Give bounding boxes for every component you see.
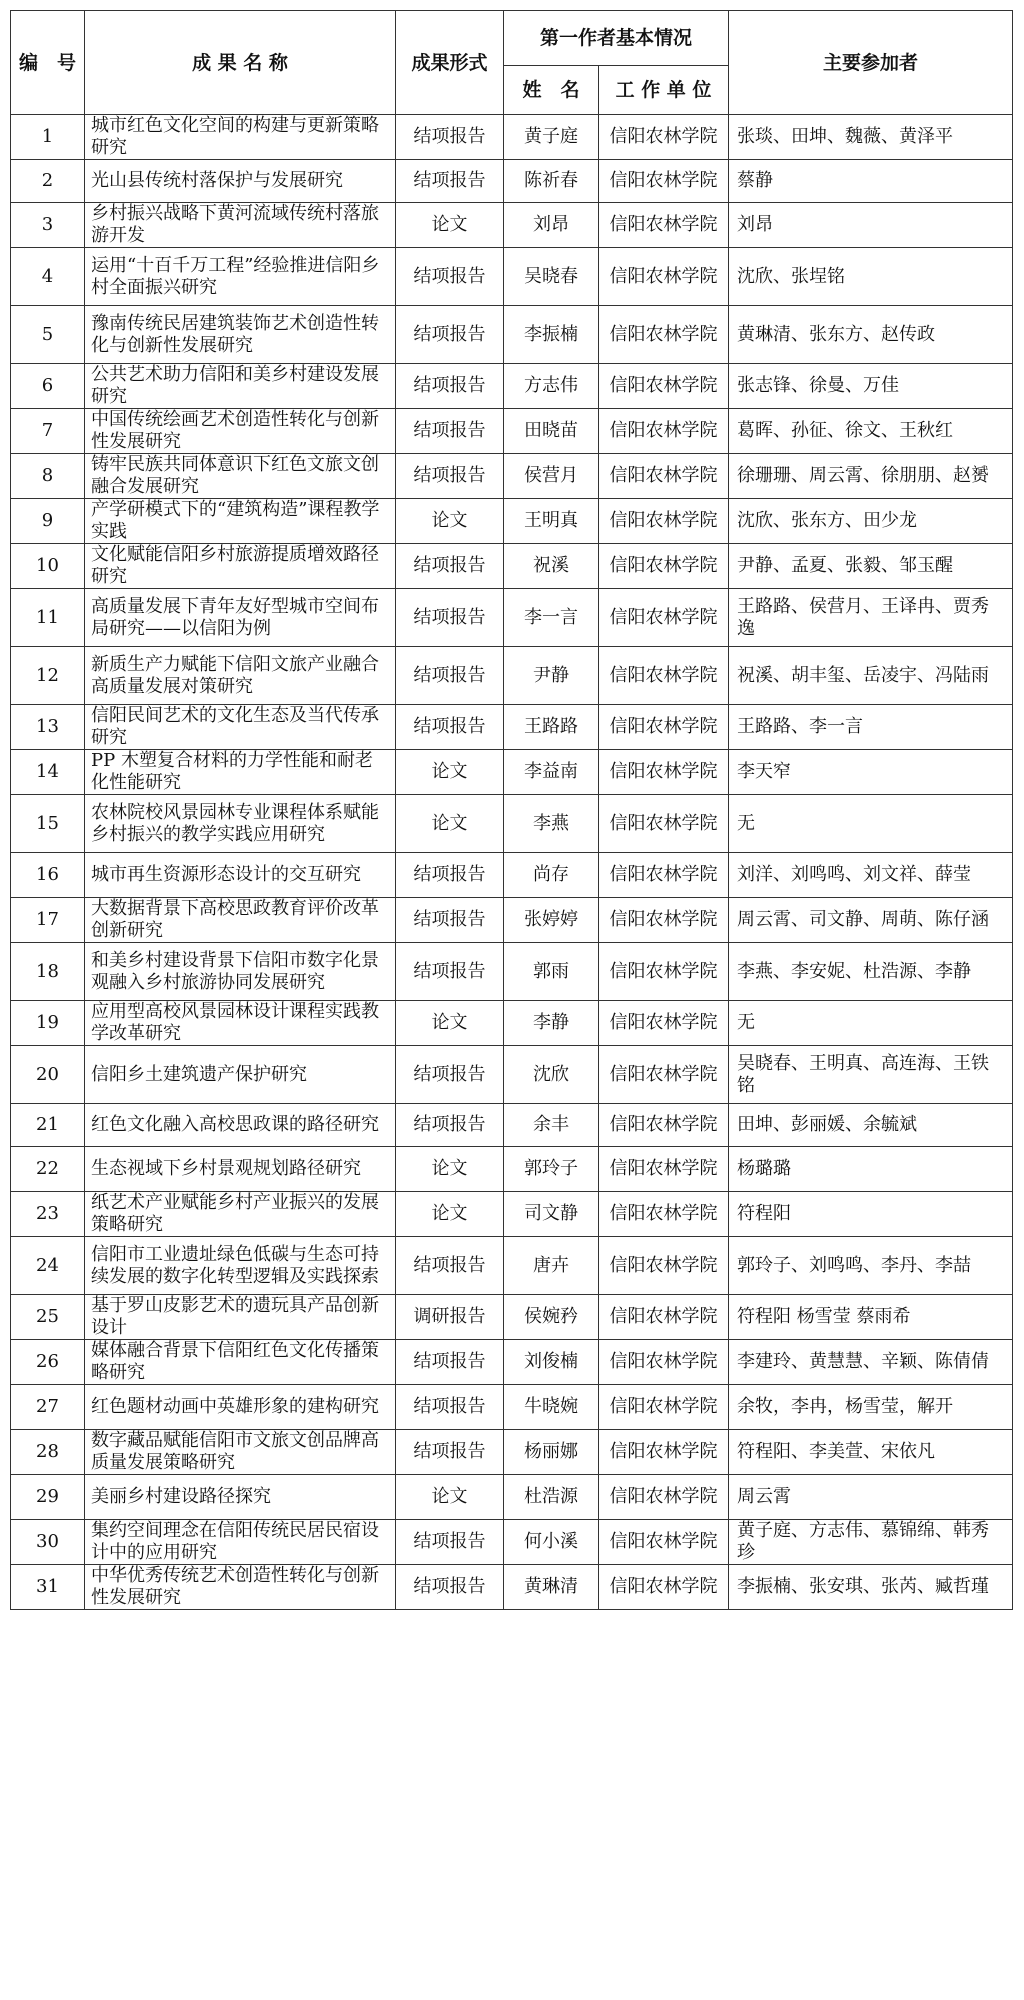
cell-unit: 信阳农林学院 xyxy=(599,115,729,160)
table-row xyxy=(11,1001,1013,1046)
cell-author-name: 沈欣 xyxy=(504,1046,599,1104)
cell-author-name: 李振楠 xyxy=(504,306,599,364)
table-row xyxy=(11,499,1013,544)
cell-author-name: 杨丽娜 xyxy=(504,1430,599,1475)
cell-form: 结项报告 xyxy=(396,1430,504,1475)
cell-participants: 符程阳 xyxy=(729,1192,1013,1237)
cell-no: 27 xyxy=(11,1385,85,1430)
cell-form: 结项报告 xyxy=(396,705,504,750)
cell-author-name: 侯婉矜 xyxy=(504,1295,599,1340)
cell-form: 论文 xyxy=(396,1001,504,1046)
cell-title: 红色题材动画中英雄形象的建构研究 xyxy=(85,1385,396,1430)
cell-participants: 吴晓春、王明真、高连海、王铁铭 xyxy=(729,1046,1013,1104)
cell-unit: 信阳农林学院 xyxy=(599,1565,729,1610)
results-table xyxy=(10,10,1013,1610)
cell-participants: 张琰、田坤、魏薇、黄泽平 xyxy=(729,115,1013,160)
cell-no: 4 xyxy=(11,248,85,306)
cell-unit: 信阳农林学院 xyxy=(599,898,729,943)
cell-author-name: 方志伟 xyxy=(504,364,599,409)
cell-author-name: 郭玲子 xyxy=(504,1147,599,1192)
cell-form: 结项报告 xyxy=(396,248,504,306)
cell-author-name: 李益南 xyxy=(504,750,599,795)
cell-author-name: 李静 xyxy=(504,1001,599,1046)
cell-unit: 信阳农林学院 xyxy=(599,1104,729,1147)
cell-no: 30 xyxy=(11,1520,85,1565)
cell-no: 1 xyxy=(11,115,85,160)
cell-no: 3 xyxy=(11,203,85,248)
table-row xyxy=(11,115,1013,160)
cell-participants: 黄子庭、方志伟、慕锦绵、韩秀珍 xyxy=(729,1520,1013,1565)
cell-form: 结项报告 xyxy=(396,1237,504,1295)
cell-unit: 信阳农林学院 xyxy=(599,499,729,544)
table-row xyxy=(11,454,1013,499)
cell-participants: 尹静、孟夏、张毅、邹玉醒 xyxy=(729,544,1013,589)
cell-form: 论文 xyxy=(396,1475,504,1520)
cell-form: 结项报告 xyxy=(396,1104,504,1147)
table-row xyxy=(11,589,1013,647)
cell-author-name: 黄子庭 xyxy=(504,115,599,160)
table-row xyxy=(11,1237,1013,1295)
cell-form: 结项报告 xyxy=(396,943,504,1001)
cell-participants: 李天窄 xyxy=(729,750,1013,795)
cell-author-name: 张婷婷 xyxy=(504,898,599,943)
cell-participants: 张志锋、徐曼、万佳 xyxy=(729,364,1013,409)
table-row xyxy=(11,1385,1013,1430)
cell-participants: 黄琳清、张东方、赵传政 xyxy=(729,306,1013,364)
cell-participants: 葛晖、孙征、徐文、王秋红 xyxy=(729,409,1013,454)
cell-form: 论文 xyxy=(396,499,504,544)
cell-author-name: 何小溪 xyxy=(504,1520,599,1565)
cell-title: 光山县传统村落保护与发展研究 xyxy=(85,160,396,203)
cell-form: 结项报告 xyxy=(396,898,504,943)
cell-title: PP 木塑复合材料的力学性能和耐老化性能研究 xyxy=(85,750,396,795)
cell-participants: 余牧，李冉，杨雪莹，解开 xyxy=(729,1385,1013,1430)
cell-unit: 信阳农林学院 xyxy=(599,1520,729,1565)
cell-author-name: 刘俊楠 xyxy=(504,1340,599,1385)
cell-unit: 信阳农林学院 xyxy=(599,454,729,499)
cell-unit: 信阳农林学院 xyxy=(599,943,729,1001)
cell-title: 中华优秀传统艺术创造性转化与创新性发展研究 xyxy=(85,1565,396,1610)
cell-unit: 信阳农林学院 xyxy=(599,1295,729,1340)
cell-unit: 信阳农林学院 xyxy=(599,1475,729,1520)
cell-title: 信阳市工业遗址绿色低碳与生态可持续发展的数字化转型逻辑及实践探索 xyxy=(85,1237,396,1295)
cell-title: 城市再生资源形态设计的交互研究 xyxy=(85,853,396,898)
cell-participants: 田坤、彭丽媛、余毓斌 xyxy=(729,1104,1013,1147)
cell-author-name: 司文静 xyxy=(504,1192,599,1237)
table-row xyxy=(11,1295,1013,1340)
cell-form: 结项报告 xyxy=(396,160,504,203)
cell-no: 11 xyxy=(11,589,85,647)
header-form: 成果形式 xyxy=(396,11,504,115)
cell-author-name: 王路路 xyxy=(504,705,599,750)
cell-participants: 沈欣、张东方、田少龙 xyxy=(729,499,1013,544)
cell-participants: 刘昂 xyxy=(729,203,1013,248)
cell-no: 22 xyxy=(11,1147,85,1192)
cell-participants: 郭玲子、刘鸣鸣、李丹、李喆 xyxy=(729,1237,1013,1295)
table-row xyxy=(11,1340,1013,1385)
cell-author-name: 牛晓婉 xyxy=(504,1385,599,1430)
cell-no: 6 xyxy=(11,364,85,409)
table-row xyxy=(11,705,1013,750)
cell-unit: 信阳农林学院 xyxy=(599,589,729,647)
cell-author-name: 祝溪 xyxy=(504,544,599,589)
cell-title: 公共艺术助力信阳和美乡村建设发展研究 xyxy=(85,364,396,409)
cell-no: 2 xyxy=(11,160,85,203)
cell-no: 28 xyxy=(11,1430,85,1475)
cell-participants: 王路路、侯营月、王译冉、贾秀逸 xyxy=(729,589,1013,647)
cell-title: 和美乡村建设背景下信阳市数字化景观融入乡村旅游协同发展研究 xyxy=(85,943,396,1001)
cell-unit: 信阳农林学院 xyxy=(599,1237,729,1295)
cell-author-name: 田晓苗 xyxy=(504,409,599,454)
cell-no: 14 xyxy=(11,750,85,795)
cell-form: 结项报告 xyxy=(396,544,504,589)
table-row xyxy=(11,853,1013,898)
table-row xyxy=(11,1104,1013,1147)
cell-form: 论文 xyxy=(396,1192,504,1237)
header-participants: 主要参加者 xyxy=(729,11,1013,115)
cell-form: 结项报告 xyxy=(396,1565,504,1610)
cell-unit: 信阳农林学院 xyxy=(599,795,729,853)
cell-title: 产学研模式下的“建筑构造”课程教学实践 xyxy=(85,499,396,544)
table-header-row xyxy=(11,11,1013,66)
cell-no: 8 xyxy=(11,454,85,499)
cell-no: 25 xyxy=(11,1295,85,1340)
cell-title: 高质量发展下青年友好型城市空间布局研究——以信阳为例 xyxy=(85,589,396,647)
cell-participants: 符程阳 杨雪莹 蔡雨希 xyxy=(729,1295,1013,1340)
cell-participants: 符程阳、李美萱、宋依凡 xyxy=(729,1430,1013,1475)
cell-title: 中国传统绘画艺术创造性转化与创新性发展研究 xyxy=(85,409,396,454)
cell-title: 铸牢民族共同体意识下红色文旅文创融合发展研究 xyxy=(85,454,396,499)
cell-participants: 刘洋、刘鸣鸣、刘文祥、薛莹 xyxy=(729,853,1013,898)
cell-participants: 蔡静 xyxy=(729,160,1013,203)
cell-title: 应用型高校风景园林设计课程实践教学改革研究 xyxy=(85,1001,396,1046)
cell-unit: 信阳农林学院 xyxy=(599,1340,729,1385)
cell-unit: 信阳农林学院 xyxy=(599,705,729,750)
cell-no: 12 xyxy=(11,647,85,705)
cell-form: 结项报告 xyxy=(396,1046,504,1104)
cell-author-name: 侯营月 xyxy=(504,454,599,499)
table-row xyxy=(11,1147,1013,1192)
cell-participants: 周云霄、司文静、周萌、陈仔涵 xyxy=(729,898,1013,943)
cell-title: 生态视域下乡村景观规划路径研究 xyxy=(85,1147,396,1192)
cell-author-name: 黄琳清 xyxy=(504,1565,599,1610)
table-row xyxy=(11,160,1013,203)
cell-title: 大数据背景下高校思政教育评价改革创新研究 xyxy=(85,898,396,943)
cell-title: 基于罗山皮影艺术的遗玩具产品创新设计 xyxy=(85,1295,396,1340)
table-row xyxy=(11,1046,1013,1104)
cell-form: 结项报告 xyxy=(396,853,504,898)
cell-participants: 李振楠、张安琪、张芮、臧哲瑾 xyxy=(729,1565,1013,1610)
header-first-author: 第一作者基本情况 xyxy=(504,11,729,66)
cell-participants: 王路路、李一言 xyxy=(729,705,1013,750)
cell-form: 论文 xyxy=(396,795,504,853)
cell-author-name: 余丰 xyxy=(504,1104,599,1147)
cell-form: 结项报告 xyxy=(396,647,504,705)
cell-participants: 无 xyxy=(729,1001,1013,1046)
cell-author-name: 尹静 xyxy=(504,647,599,705)
table-row xyxy=(11,943,1013,1001)
table-row xyxy=(11,306,1013,364)
table-row xyxy=(11,1192,1013,1237)
cell-title: 美丽乡村建设路径探究 xyxy=(85,1475,396,1520)
cell-form: 结项报告 xyxy=(396,454,504,499)
cell-title: 红色文化融入高校思政课的路径研究 xyxy=(85,1104,396,1147)
cell-form: 结项报告 xyxy=(396,115,504,160)
cell-title: 文化赋能信阳乡村旅游提质增效路径研究 xyxy=(85,544,396,589)
cell-form: 结项报告 xyxy=(396,589,504,647)
cell-unit: 信阳农林学院 xyxy=(599,1147,729,1192)
cell-unit: 信阳农林学院 xyxy=(599,853,729,898)
cell-no: 31 xyxy=(11,1565,85,1610)
cell-author-name: 杜浩源 xyxy=(504,1475,599,1520)
cell-participants: 周云霄 xyxy=(729,1475,1013,1520)
cell-unit: 信阳农林学院 xyxy=(599,364,729,409)
cell-unit: 信阳农林学院 xyxy=(599,160,729,203)
cell-title: 农林院校风景园林专业课程体系赋能乡村振兴的教学实践应用研究 xyxy=(85,795,396,853)
cell-no: 9 xyxy=(11,499,85,544)
cell-no: 19 xyxy=(11,1001,85,1046)
cell-form: 论文 xyxy=(396,1147,504,1192)
cell-no: 10 xyxy=(11,544,85,589)
table-row xyxy=(11,1430,1013,1475)
cell-title: 纸艺术产业赋能乡村产业振兴的发展策略研究 xyxy=(85,1192,396,1237)
table-row xyxy=(11,1475,1013,1520)
cell-title: 豫南传统民居建筑装饰艺术创造性转化与创新性发展研究 xyxy=(85,306,396,364)
cell-title: 媒体融合背景下信阳红色文化传播策略研究 xyxy=(85,1340,396,1385)
cell-unit: 信阳农林学院 xyxy=(599,544,729,589)
cell-author-name: 尚存 xyxy=(504,853,599,898)
cell-title: 乡村振兴战略下黄河流域传统村落旅游开发 xyxy=(85,203,396,248)
cell-author-name: 李燕 xyxy=(504,795,599,853)
cell-no: 13 xyxy=(11,705,85,750)
cell-unit: 信阳农林学院 xyxy=(599,750,729,795)
results-table-container xyxy=(10,10,1012,1610)
cell-form: 论文 xyxy=(396,750,504,795)
cell-author-name: 吴晓春 xyxy=(504,248,599,306)
cell-unit: 信阳农林学院 xyxy=(599,1385,729,1430)
cell-form: 结项报告 xyxy=(396,306,504,364)
cell-participants: 徐珊珊、周云霄、徐朋朋、赵赟 xyxy=(729,454,1013,499)
cell-no: 23 xyxy=(11,1192,85,1237)
cell-form: 结项报告 xyxy=(396,1340,504,1385)
header-name: 姓 名 xyxy=(504,66,599,115)
cell-unit: 信阳农林学院 xyxy=(599,1430,729,1475)
cell-unit: 信阳农林学院 xyxy=(599,1046,729,1104)
cell-no: 5 xyxy=(11,306,85,364)
table-row xyxy=(11,795,1013,853)
cell-title: 新质生产力赋能下信阳文旅产业融合高质量发展对策研究 xyxy=(85,647,396,705)
table-row xyxy=(11,248,1013,306)
cell-no: 16 xyxy=(11,853,85,898)
table-row xyxy=(11,898,1013,943)
cell-author-name: 郭雨 xyxy=(504,943,599,1001)
table-row xyxy=(11,1520,1013,1565)
cell-title: 运用“十百千万工程”经验推进信阳乡村全面振兴研究 xyxy=(85,248,396,306)
cell-unit: 信阳农林学院 xyxy=(599,647,729,705)
cell-no: 15 xyxy=(11,795,85,853)
header-title: 成 果 名 称 xyxy=(85,11,396,115)
table-row xyxy=(11,364,1013,409)
cell-unit: 信阳农林学院 xyxy=(599,203,729,248)
cell-no: 18 xyxy=(11,943,85,1001)
cell-form: 结项报告 xyxy=(396,1520,504,1565)
table-row xyxy=(11,1565,1013,1610)
cell-no: 20 xyxy=(11,1046,85,1104)
cell-unit: 信阳农林学院 xyxy=(599,1192,729,1237)
cell-participants: 沈欣、张埕铭 xyxy=(729,248,1013,306)
cell-form: 结项报告 xyxy=(396,1385,504,1430)
cell-participants: 祝溪、胡丰玺、岳凌宇、冯陆雨 xyxy=(729,647,1013,705)
cell-title: 城市红色文化空间的构建与更新策略研究 xyxy=(85,115,396,160)
cell-author-name: 陈祈春 xyxy=(504,160,599,203)
table-row xyxy=(11,750,1013,795)
table-row xyxy=(11,203,1013,248)
cell-no: 7 xyxy=(11,409,85,454)
table-body xyxy=(11,115,1013,1610)
cell-author-name: 刘昂 xyxy=(504,203,599,248)
cell-author-name: 王明真 xyxy=(504,499,599,544)
cell-participants: 无 xyxy=(729,795,1013,853)
cell-author-name: 李一言 xyxy=(504,589,599,647)
cell-unit: 信阳农林学院 xyxy=(599,1001,729,1046)
cell-title: 信阳乡土建筑遗产保护研究 xyxy=(85,1046,396,1104)
cell-participants: 杨璐璐 xyxy=(729,1147,1013,1192)
cell-no: 17 xyxy=(11,898,85,943)
cell-form: 结项报告 xyxy=(396,364,504,409)
cell-no: 21 xyxy=(11,1104,85,1147)
cell-unit: 信阳农林学院 xyxy=(599,306,729,364)
table-row xyxy=(11,544,1013,589)
cell-unit: 信阳农林学院 xyxy=(599,409,729,454)
cell-title: 集约空间理念在信阳传统民居民宿设计中的应用研究 xyxy=(85,1520,396,1565)
header-no: 编 号 xyxy=(11,11,85,115)
cell-no: 24 xyxy=(11,1237,85,1295)
cell-form: 调研报告 xyxy=(396,1295,504,1340)
cell-title: 信阳民间艺术的文化生态及当代传承研究 xyxy=(85,705,396,750)
cell-no: 26 xyxy=(11,1340,85,1385)
cell-form: 论文 xyxy=(396,203,504,248)
cell-participants: 李燕、李安妮、杜浩源、李静 xyxy=(729,943,1013,1001)
header-unit: 工 作 单 位 xyxy=(599,66,729,115)
cell-author-name: 唐卉 xyxy=(504,1237,599,1295)
cell-unit: 信阳农林学院 xyxy=(599,248,729,306)
table-row xyxy=(11,647,1013,705)
cell-title: 数字藏品赋能信阳市文旅文创品牌高质量发展策略研究 xyxy=(85,1430,396,1475)
cell-form: 结项报告 xyxy=(396,409,504,454)
cell-participants: 李建玲、黄慧慧、辛颖、陈倩倩 xyxy=(729,1340,1013,1385)
cell-no: 29 xyxy=(11,1475,85,1520)
table-row xyxy=(11,409,1013,454)
